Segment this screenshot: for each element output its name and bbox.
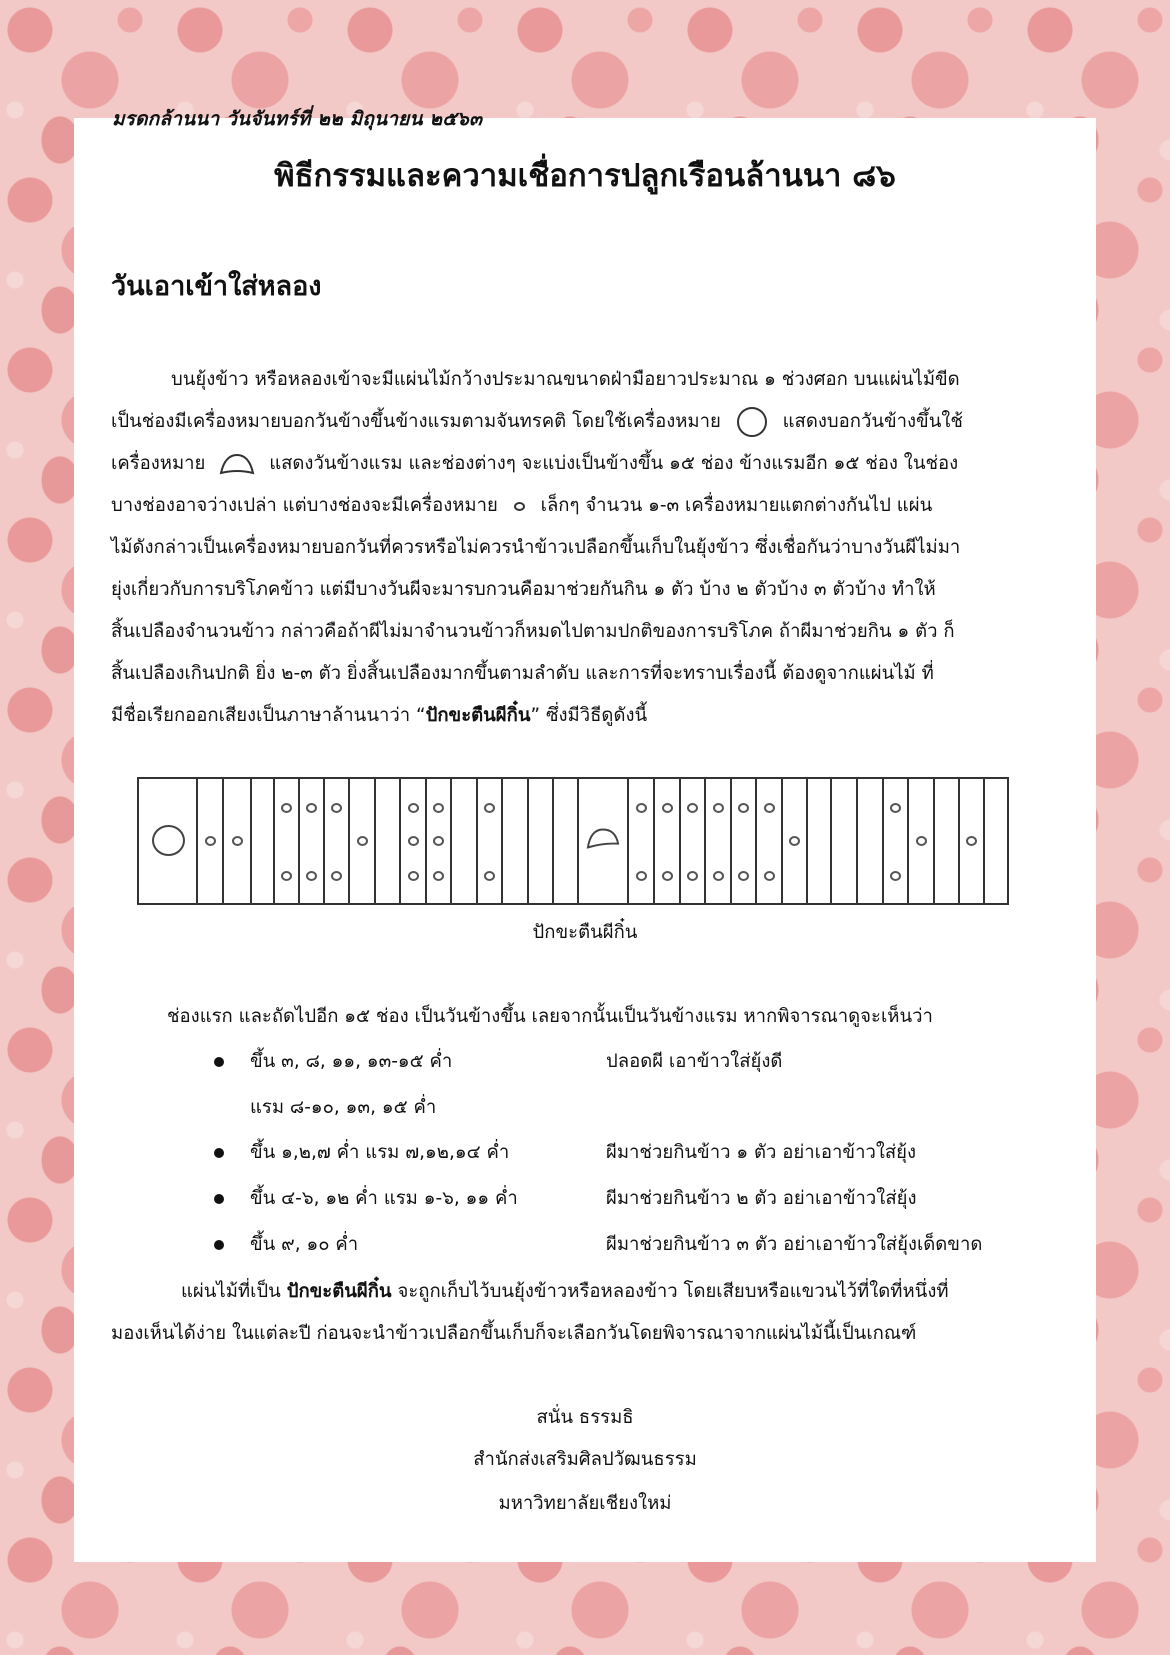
rule-meaning: ผีมาช่วยกินข้าว ๑ ตัว อย่าเอาข้าวใส่ยุ้ง [606, 1142, 917, 1163]
cell-divider [983, 779, 985, 903]
small-circle-icon [281, 803, 292, 813]
half-moon-icon [586, 826, 620, 850]
small-circle-icon [433, 836, 444, 846]
term-pakkhatuen: ปักขะตืนผีกิ๋น [425, 705, 531, 726]
small-circle-icon [636, 803, 647, 813]
small-circle-icon [738, 871, 749, 881]
cell-divider [374, 779, 376, 903]
cell-divider [830, 779, 832, 903]
closing-paragraph-line: แผ่นไม้ที่เป็น ปักขะตืนผีกิ๋น จะถูกเก็บไว้บนยุ้งข้าวหรือหลองข้าว โดยเสียบหรือแขวนไว้ที่ใดที่หนึ่งที่ [181, 1281, 949, 1302]
cell-divider [196, 779, 198, 903]
para-line: บางช่องอาจว่างเปล่า แต่บางช่องจะมีเครื่องหมาย เล็กๆ จำนวน ๑-๓ เครื่องหมายแตกต่างกันไป แผ่น [111, 495, 933, 516]
cell-divider [476, 779, 478, 903]
bullet-icon [214, 1194, 224, 1204]
closing-paragraph-line: มองเห็นได้ง่าย ในแต่ละปี ก่อนจะนำข้าวเปลือกขึ้นเก็บก็จะเลือกวันโดยพิจารณาจากแผ่นไม้นี้เป็นเกณฑ์ [111, 1323, 917, 1344]
rule-meaning: ผีมาช่วยกินข้าว ๒ ตัว อย่าเอาข้าวใส่ยุ้ง [606, 1188, 917, 1209]
board-caption: ปักขะตืนผีกิ๋น [532, 922, 638, 943]
article-title: พิธีกรรมและความเชื่อการปลูกเรือนล้านนา ๘๖ [274, 158, 896, 194]
lunar-calendar-board [137, 777, 1009, 905]
cell-divider [781, 779, 783, 903]
bullet-icon [214, 1057, 224, 1067]
small-circle-icon [687, 871, 698, 881]
cell-divider [425, 779, 427, 903]
small-circle-icon [514, 502, 525, 511]
small-circle-icon [636, 871, 647, 881]
cell-divider [958, 779, 960, 903]
rule-meaning: ผีมาช่วยกินข้าว ๓ ตัว อย่าเอาข้าวใส่ยุ้งเด็ดขาด [606, 1234, 983, 1255]
para-line: สิ้นเปลืองเกินปกติ ยิ่ง ๒-๓ ตัว ยิ่งสิ้นเปลืองมากขึ้นตามลำดับ และการที่จะทราบเรื่องนี้ ต้องดูจากแผ่นไม้ ที่ [111, 663, 934, 684]
full-moon-icon [152, 825, 185, 856]
cell-divider [501, 779, 503, 903]
full-moon-icon [737, 407, 767, 437]
rule-days: ขึ้น ๓, ๘, ๑๑, ๑๓-๑๕ ค่ำ [250, 1051, 453, 1072]
term-pakkhatuen: ปักขะตืนผีกิ๋น [286, 1281, 392, 1302]
section-heading: วันเอาเข้าใส่หลอง [111, 271, 322, 302]
bullet-icon [214, 1240, 224, 1250]
rule-days-continued: แรม ๘-๑๐, ๑๓, ๑๕ ค่ำ [250, 1097, 437, 1118]
small-circle-icon [357, 836, 368, 846]
author-name: สนั่น ธรรมธิ [536, 1407, 634, 1428]
small-circle-icon [408, 803, 419, 813]
para-line: ยุ่งเกี่ยวกับการบริโภคข้าว แต่มีบางวันผีจะมารบกวนคือมาช่วยกันกิน ๑ ตัว บ้าง ๒ ตัวบ้าง ๓ ตัวบ้าง ทำให้ [111, 579, 936, 600]
author-university: มหาวิทยาลัยเชียงใหม่ [498, 1493, 672, 1514]
small-circle-icon [662, 803, 673, 813]
cell-divider [627, 779, 629, 903]
cell-divider [704, 779, 706, 903]
cell-divider [755, 779, 757, 903]
cell-divider [730, 779, 732, 903]
para-line: ไม้ดังกล่าวเป็นเครื่องหมายบอกวันที่ควรหรือไม่ควรนำข้าวเปลือกขึ้นเก็บในยุ้งข้าว ซึ่งเชื่อกันว่าบางวันผีไม่มา [111, 537, 961, 558]
series-dateline: มรดกล้านนา วันจันทร์ที่ ๒๒ มิถุนายน ๒๕๖๓ [112, 108, 483, 130]
cell-divider [933, 779, 935, 903]
author-office: สำนักส่งเสริมศิลปวัฒนธรรม [473, 1449, 697, 1470]
cell-divider [250, 779, 252, 903]
small-circle-icon [408, 871, 419, 881]
para-line: เป็นช่องมีเครื่องหมายบอกวันข้างขึ้นข้างแรมตามจันทรคติ โดยใช้เครื่องหมาย แสดงบอกวันข้างขึ้นใช้ [111, 407, 963, 437]
cell-divider [653, 779, 655, 903]
cell-divider [552, 779, 554, 903]
para-line: มีชื่อเรียกออกเสียงเป็นภาษาล้านนาว่า “ปักขะตืนผีกิ๋น” ซึ่งมีวิธีดูดังนี้ [111, 705, 648, 726]
small-circle-icon [484, 871, 495, 881]
rules-intro: ช่องแรก และถัดไปอีก ๑๕ ช่อง เป็นวันข้างขึ้น เลยจากนั้นเป็นวันข้างแรม หากพิจารณาดูจะเห็นว่า [167, 1006, 933, 1027]
cell-divider [679, 779, 681, 903]
para-line: บนยุ้งข้าว หรือหลองเข้าจะมีแผ่นไม้กว้างประมาณขนาดฝ่ามือยาวประมาณ ๑ ช่วงศอก บนแผ่นไม้ขีด [171, 369, 960, 390]
small-circle-icon [433, 871, 444, 881]
half-moon-icon [219, 453, 255, 475]
small-circle-icon [916, 836, 927, 846]
small-circle-icon [408, 836, 419, 846]
cell-divider [856, 779, 858, 903]
small-circle-icon [331, 871, 342, 881]
small-circle-icon [738, 803, 749, 813]
small-circle-icon [433, 803, 444, 813]
cell-divider [399, 779, 401, 903]
bullet-icon [214, 1148, 224, 1158]
cell-divider [348, 779, 350, 903]
rule-meaning: ปลอดผี เอาข้าวใส่ยุ้งดี [606, 1051, 783, 1072]
small-circle-icon [232, 836, 243, 846]
small-circle-icon [890, 871, 901, 881]
cell-divider [222, 779, 224, 903]
rule-days: ขึ้น ๔-๖, ๑๒ ค่ำ แรม ๑-๖, ๑๑ ค่ำ [250, 1188, 518, 1209]
small-circle-icon [764, 871, 775, 881]
cell-divider [273, 779, 275, 903]
cell-divider [323, 779, 325, 903]
small-circle-icon [789, 836, 800, 846]
small-circle-icon [281, 871, 292, 881]
cell-divider [907, 779, 909, 903]
small-circle-icon [331, 803, 342, 813]
small-circle-icon [205, 836, 216, 846]
small-circle-icon [764, 803, 775, 813]
small-circle-icon [306, 803, 317, 813]
cell-divider [806, 779, 808, 903]
small-circle-icon [966, 836, 977, 846]
cell-divider [882, 779, 884, 903]
rule-days: ขึ้น ๙, ๑๐ ค่ำ [250, 1234, 359, 1255]
small-circle-icon [662, 871, 673, 881]
small-circle-icon [484, 803, 495, 813]
small-circle-icon [687, 803, 698, 813]
cell-divider [527, 779, 529, 903]
cell-divider [577, 779, 579, 903]
cell-divider [298, 779, 300, 903]
para-line: เครื่องหมาย แสดงวันข้างแรม และช่องต่างๆ จะแบ่งเป็นข้างขึ้น ๑๕ ช่อง ข้างแรมอีก ๑๕ ช่อง ในช่อง [111, 453, 959, 474]
rule-days: ขึ้น ๑,๒,๗ ค่ำ แรม ๗,๑๒,๑๔ ค่ำ [250, 1142, 510, 1163]
small-circle-icon [306, 871, 317, 881]
small-circle-icon [713, 871, 724, 881]
para-line: สิ้นเปลืองจำนวนข้าว กล่าวคือถ้าผีไม่มาจำนวนข้าวก็หมดไปตามปกติของการบริโภค ถ้าผีมาช่วยกิน ๑ ตัว ก็ [111, 621, 955, 642]
small-circle-icon [890, 803, 901, 813]
cell-divider [450, 779, 452, 903]
small-circle-icon [713, 803, 724, 813]
